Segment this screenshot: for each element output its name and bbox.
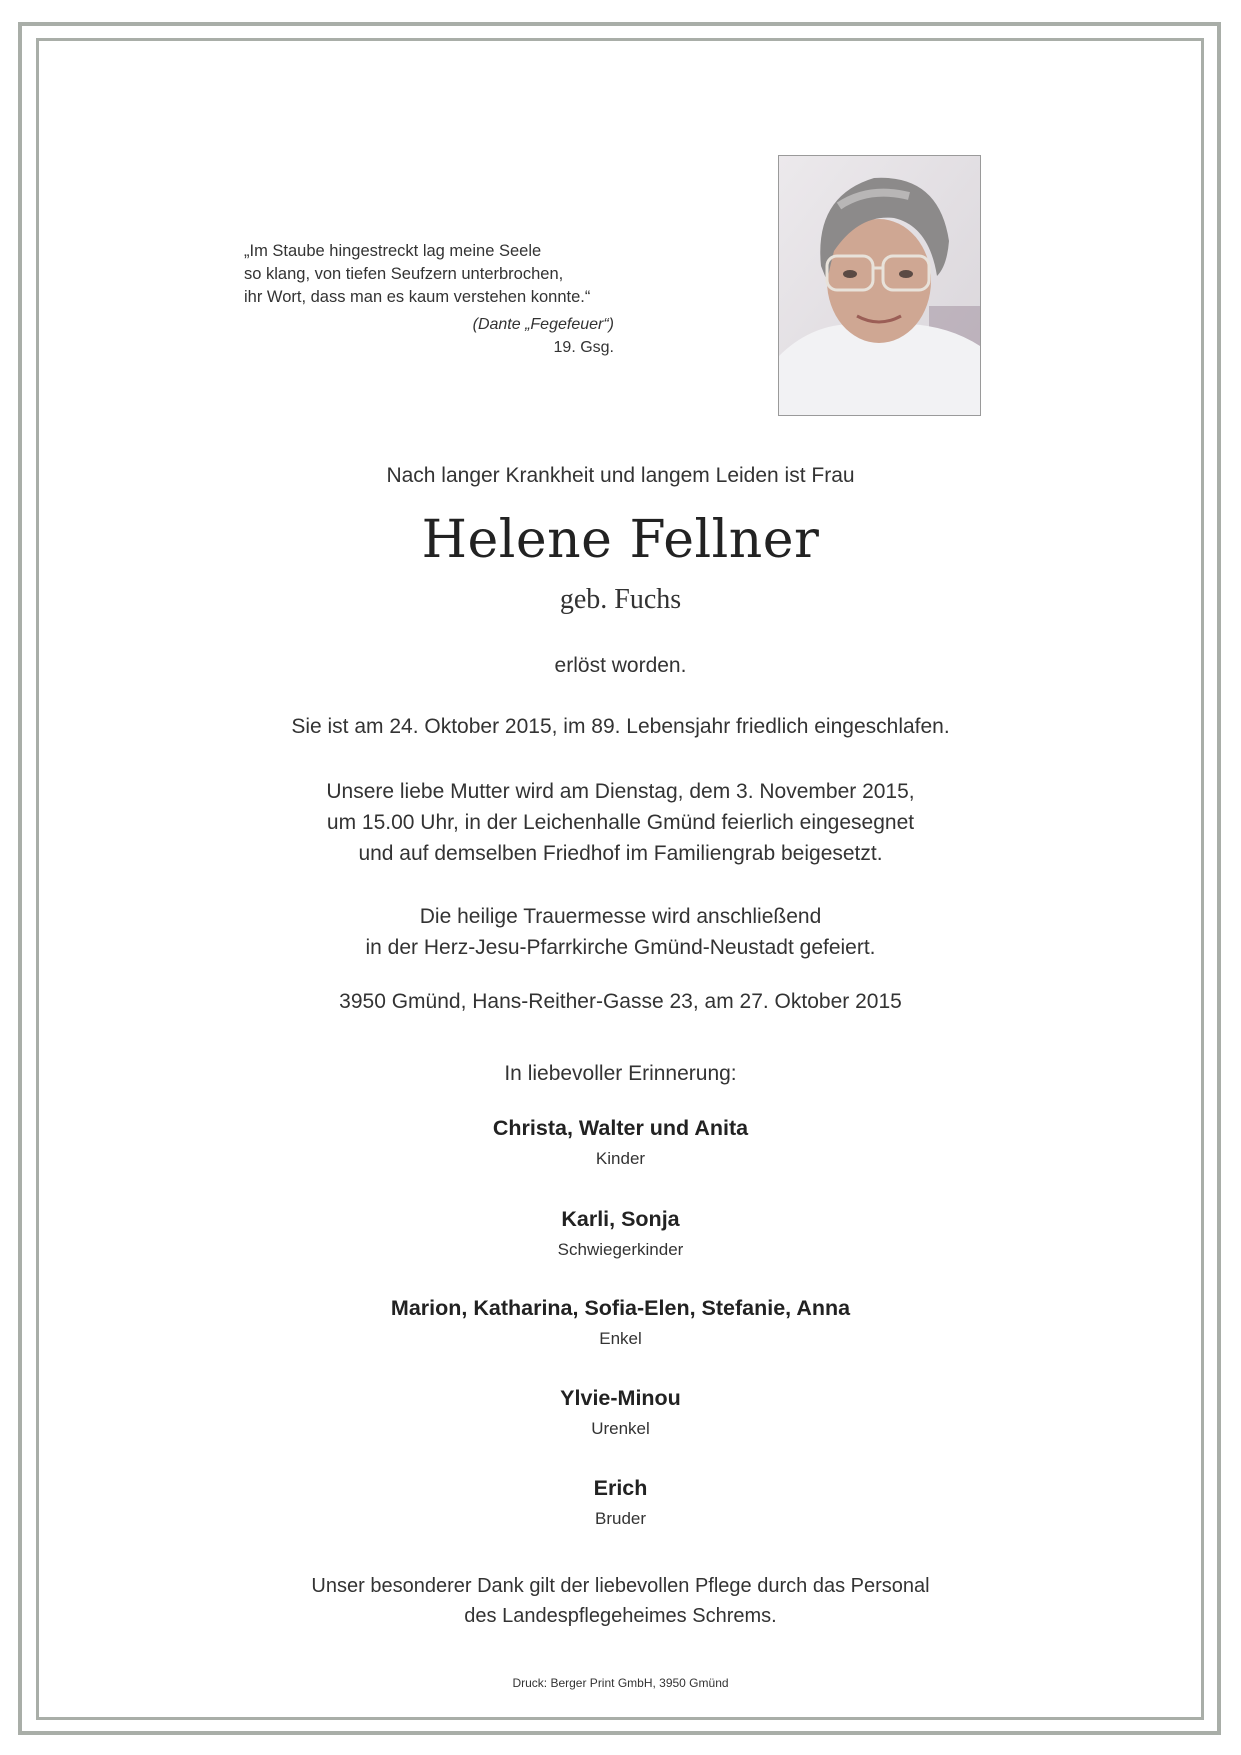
funeral-details — [0, 776, 1241, 869]
family-relation: Bruder — [594, 1509, 647, 1528]
family-group-brother — [0, 1476, 1241, 1529]
mass-line: Die heilige Trauermesse wird anschließend — [419, 905, 822, 928]
funeral-line: Unsere liebe Mutter wird am Dienstag, dem 3. November 2015, — [326, 780, 915, 803]
family-names: Ylvie-Minou — [560, 1386, 681, 1410]
family-group-great-grandchildren — [0, 1386, 1241, 1439]
family-relation: Kinder — [595, 1149, 646, 1168]
family-group-children-in-law — [0, 1207, 1241, 1260]
thanks-text — [0, 1571, 1241, 1631]
family-relation: Enkel — [599, 1329, 642, 1348]
intro-text: Nach langer Krankheit und langem Leiden ist Frau — [386, 464, 855, 487]
family-relation: Urenkel — [591, 1419, 650, 1438]
family-group-children — [0, 1116, 1241, 1169]
family-names: Christa, Walter und Anita — [492, 1116, 749, 1140]
funeral-line: um 15.00 Uhr, in der Leichenhalle Gmünd feierlich eingesegnet — [326, 811, 915, 834]
quote-line: „Im Staube hingestreckt lag meine Seele — [244, 242, 542, 260]
released-text: erlöst worden. — [554, 654, 687, 677]
family-names: Marion, Katharina, Sofia-Elen, Stefanie, Anna — [390, 1296, 851, 1320]
death-notice: Sie ist am 24. Oktober 2015, im 89. Lebensjahr friedlich eingeschlafen. — [291, 715, 950, 738]
funeral-line: und auf demselben Friedhof im Familiengrab beigesetzt. — [358, 842, 883, 865]
address-date: 3950 Gmünd, Hans-Reither-Gasse 23, am 27. Oktober 2015 — [339, 990, 902, 1013]
thanks-line: des Landespflegeheimes Schrems. — [464, 1605, 777, 1627]
portrait-photo — [778, 155, 981, 416]
mass-details — [0, 901, 1241, 963]
family-group-grandchildren — [0, 1296, 1241, 1349]
quote-canto: 19. Gsg. — [553, 339, 614, 356]
inner-border-frame — [36, 38, 1204, 1720]
memory-heading: In liebevoller Erinnerung: — [504, 1062, 737, 1085]
quote-attribution: (Dante „Fegefeuer“) — [472, 316, 614, 333]
family-relation: Schwiegerkinder — [557, 1240, 684, 1259]
quote-line: so klang, von tiefen Seufzern unterbrochen, — [244, 265, 564, 283]
maiden-name: geb. Fuchs — [559, 584, 682, 615]
family-names: Erich — [593, 1476, 648, 1500]
deceased-name: Helene Fellner — [421, 510, 820, 570]
portrait-photo-icon — [779, 156, 980, 415]
printer-imprint: Druck: Berger Print GmbH, 3950 Gmünd — [512, 1676, 729, 1690]
mass-line: in der Herz-Jesu-Pfarrkirche Gmünd-Neustadt gefeiert. — [365, 936, 876, 959]
quote-line: ihr Wort, dass man es kaum verstehen konnte.“ — [244, 288, 591, 306]
thanks-line: Unser besonderer Dank gilt der liebevollen Pflege durch das Personal — [311, 1575, 930, 1597]
family-names: Karli, Sonja — [561, 1207, 680, 1231]
dante-quote — [244, 240, 614, 359]
